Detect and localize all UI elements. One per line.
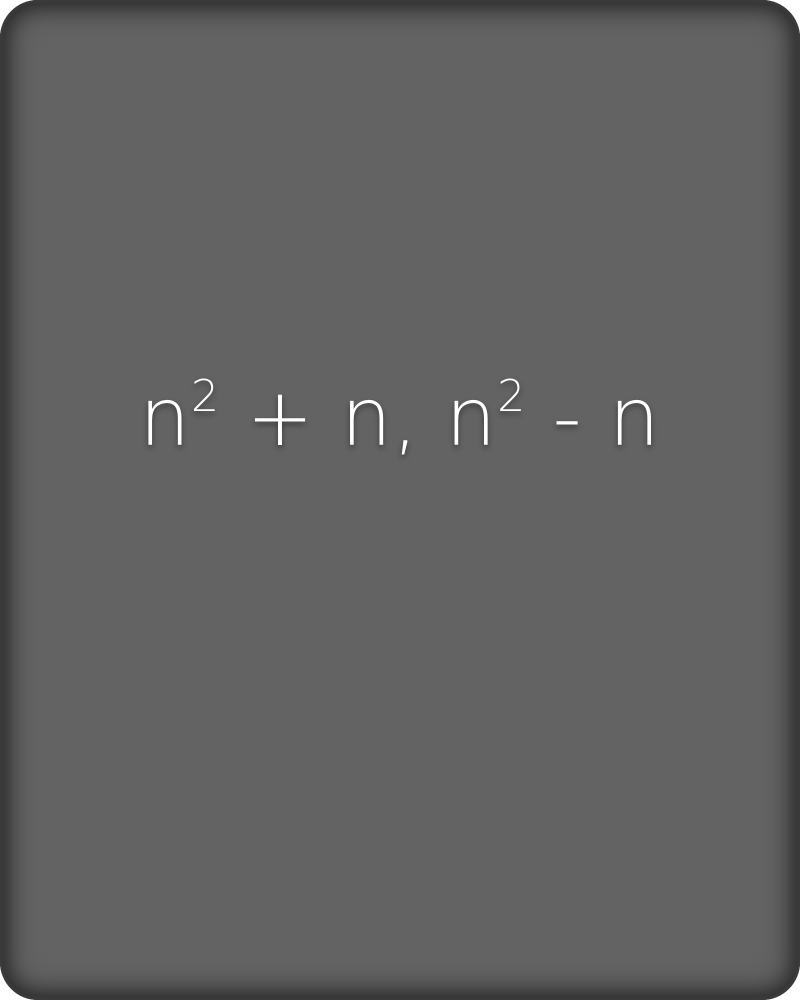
term1-exponent: 2 bbox=[191, 371, 221, 423]
term2-rest: - n bbox=[526, 371, 661, 464]
term2-base: n bbox=[445, 371, 498, 464]
term2-exponent: 2 bbox=[497, 371, 527, 423]
term1-base: n bbox=[139, 371, 192, 464]
term1-rest: + n, bbox=[220, 371, 446, 464]
expression-text bbox=[0, 368, 800, 468]
